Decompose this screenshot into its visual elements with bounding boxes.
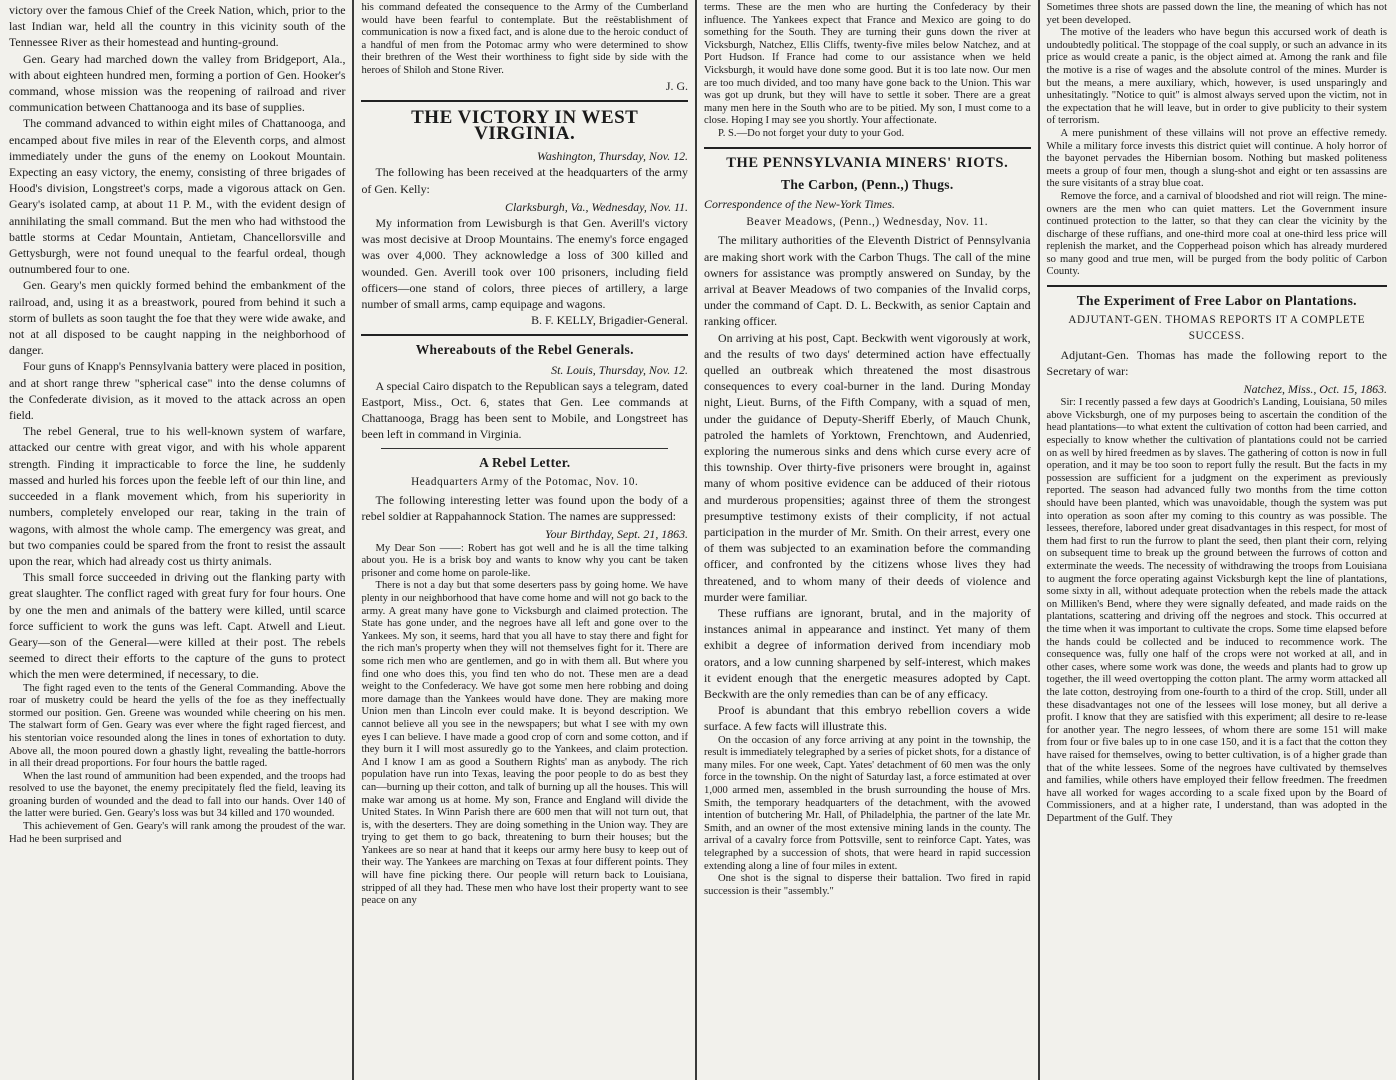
paragraph: There is not a day but that some deserters pass by going home. We have plenty in our neighborhood that have come home and will not go back to the army. A great many have gone to Vicksburgh and claimed protection. The State has gone under, and the negroes have all left and gone over to the Yankees. My son, it seems, hard that you all have to stay there and fight for the rich man's property when they will not themselves fight for it. There are some rich men who are gentlemen, and go in with them all. But where you find one who does this, you find ten who do not. These men are a dead weight to the Confederacy. We have got some men here robbing and doing more damage than the Yankees would have done. They are making more Union men than Lincoln ever could make. It is beyond description. We cannot believe all you see in the newspapers; but what I see with my own eyes I can believe. I have made a good crop of corn and some cotton, and if they burn it I will most assuredly go to the Yankees, and claim protection. And I know I am as good a Southern Rights' man as anybody. The rich population have run into Texas, leaving the poor people to do as best they can—burning up their cotton, and talk of burning up all the houses. This will make war among us at home. My son, France and England will divide the United States. In Winn Parish there are 600 men that will not turn out, that is, with the deserters. They are doing something in the Union way. They are trying to get them to go back, threatening to burn their houses; but the Yankees are so near at hand that it keeps our army here busy to keep out of their way. The Yankees are marching on Texas at four different points. They will have fine picking there. Our people will return back to Louisiana, stripped of all they had. These men who have lost their property want to see peace on any <box>361 580 689 907</box>
paragraph: Proof is abundant that this embryo rebellion covers a wide surface. A few facts will illustrate this. <box>704 703 1031 734</box>
paragraph: A special Cairo dispatch to the Republican says a telegram, dated Eastport, Miss., Oct. 6, states that Gen. Lee commands at Chattanooga, Bragg has been sent to Mobile, and Longstreet has been left in command in Virginia. <box>361 378 689 442</box>
dateline: Beaver Meadows, (Penn.,) Wednesday, Nov. 11. <box>746 216 989 229</box>
paragraph: My Dear Son ——: Robert has got well and he is all the time talking about you. He is a brisk boy and wants to know why you cant be taken prisoner and come home on parole-like. <box>361 542 689 579</box>
article-subheadline: The Carbon, (Penn.,) Thugs. <box>781 176 954 192</box>
article-headline: THE VICTORY IN WEST VIRGINIA. <box>411 106 639 144</box>
paragraph: Sir: I recently passed a few days at Goodrich's Landing, Louisiana, 50 miles above Vicksburgh, one of my purposes being to ascertain the condition of the head plantations—to what extent the cultivation of cotton had been carried, and especially to know whether the cultivation of plantations could not be carried on as well by hired freedmen as by slaves. The gathering of cotton is now in full operation, and it may be too soon to report fully the result. But the facts in my possession are sufficient for a judgment on the experiment as previously reported. The season had advanced fully two months from the time cotton should have been planted, which was unavoidable, though the system was put into operation as soon after my coming to this country as was possible. The lessees, therefore, labored under great disadvantages in this respect, for most of them had first to run the furrow to plant the seed, then plant their corn, relying on subsequent time to break up the ground between the furrows of cotton and exterminate the weeds. The necessity of withdrawing the troops from Louisiana to augment the force operating against Vicksburgh kept the line of plantations, some sixty in all, without adequate protection when the rebels made the attack on Milliken's Bend, where they were signally defeated, and made raids on the plantations, scattering and driving off the negroes and stock. This occurred at the time when it was important to cultivate the crops. Some time elapsed before the hands could be collected and be induced to recommence work. The consequence was, fully one half of the crops were not worked at all, and in other cases, where some work was done, the weeds and plants had to grow up together, the ill weed overtopping the cotton plant. The army worm attacked all the late cotton, destroying from one-fourth to a third of the crop. Still, under all these disadvantages not one of the lessees will lose money, but all derive a profit. I know that they are satisfied with this experiment; all desire to re-lease for another year. The negro lessees, of whom there are some 151 will make from four or five bales up to in one case 150, and it is a fact that the cotton they have raised for themselves, owing to better cultivation, is of a higher grade than that of the white lessees. Some of the negroes have cultivated by themselves and families, while others have employed their fellow freedmen. The freedmen have all worked for wages according to a scale fixed upon by the Board of Commissioners, and at a higher rate, I understand, than was adopted in the Department of the Gulf. They <box>1046 397 1388 824</box>
paragraph: Remove the force, and a carnival of bloodshed and riot will reign. The mine-owners are the men who can quiet matters. Let the Government insure continued protection to the latter, so that they can clear the vicinity by the discharge of these ruffians, and one-third more coal at one-third less price will replenish the market, and the Copperhead poison which has already murdered so many good and true men, will be purged from the body politic of Carbon County. <box>1046 190 1388 278</box>
paragraph: his command defeated the consequence to the Army of the Cumberland would have been fearful to contemplate. But the reëstablishment of communication is now a fixed fact, and is alone due to the heroic conduct of a handful of men from the Potomac army who were determined to show their brethren of the West their worthiness to fight side by side with the heroes of Shiloh and Stone River. <box>361 2 689 76</box>
paragraph: On arriving at his post, Capt. Beckwith went vigorously at work, and the results of two days' determined action have effectually quelled an outbreak which threatened the most disastrous consequences to every coal-burner in the land. During Monday night, Lieut. Burns, of the Fifth Company, with a squad of men, under the guidance of Deputy-Sheriff Eberly, of Mauch Chunk, patroled the hamlets of Yorktown, Frenchtown, and Audenried, exploring the numerous sinks and dens which curse every acre of this township. Over thirty-five prisoners were brought in, against many of whom positive evidence can be adduced of their riotous and murderous propensities; against three of them the strongest presumptive testimony exists of their complicity, if not actual participation in the murder of Mr. Smith. On their arrest, every one of them was subjected to an examination before the commanding officer, and confronted by the citizens whose lives they had threatened, and to whom many of their deeds of violence and murder were familiar. <box>704 330 1031 604</box>
paragraph: The motive of the leaders who have begun this accursed work of death is undoubtedly political. The stoppage of the coal supply, or such an advance in its price as would create a panic, is the object aimed at. Among the rank and file the motive is a rise of wages and the absolute control of the mines. Murder is but the means, a mere auxiliary, which, however, is used unsparingly and unhesitatingly. "Notice to quit" is almost always served upon the victim, not in the expectation that he will leave, but in order to give publicity to their system of terrorism. <box>1046 27 1388 127</box>
divider <box>361 334 688 336</box>
paragraph: One shot is the signal to disperse their battalion. Two fired in rapid succession is their "assembly." <box>704 873 1031 897</box>
paragraph: These ruffians are ignorant, brutal, and in the majority of instances animal in appearance and instinct. Yet many of them exhibit a degree of information derived from incendiary mob orators, and a low cunning sharpened by self-interest, which makes it evident enough that the energetic measures adopted by Capt. Beckwith are the only remedies than can be of any efficacy. <box>704 606 1031 702</box>
article-headline: The Experiment of Free Labor on Plantations. <box>1076 293 1357 309</box>
paragraph: This small force succeeded in driving out the flanking party with great slaughter. The conflict raged with great fury for four hours. One by one the men and animals of the battery were killed, until scarce force sufficient to work the guns was left. Capt. Atwell and Lieut. Geary—son of the General—were killed at their post. The rebels seemed to direct their efforts to the capture of the guns to protect which the men were determined, if necessary, to die. <box>9 570 346 682</box>
article-headline: A Rebel Letter. <box>479 454 571 470</box>
article-headline: Whereabouts of the Rebel Generals. <box>415 342 634 358</box>
paragraph: My information from Lewisburgh is that Gen. Averill's victory was most decisive at Droop Mountains. The enemy's force engaged was over 4,000. They acknowledge a loss of 300 killed and wounded. Gen. Averill took over 100 prisoners, including field officers—one stand of colors, three pieces of artillery, a large number of small arms, camp equipage and wagons. <box>361 215 689 311</box>
divider <box>704 147 1031 149</box>
paragraph: victory over the famous Chief of the Creek Nation, which, prior to the last Indian war, held all the country in this vicinity south of the Tennessee River as their homestead and hunting-ground. <box>9 3 346 50</box>
column-4 <box>1040 0 1394 1080</box>
correspondence-line: Correspondence of the New-York Times. <box>704 196 896 211</box>
dateline: Your Birthday, Sept. 21, 1863. <box>545 527 689 542</box>
signature: J. G. <box>665 78 689 93</box>
paragraph: The fight raged even to the tents of the General Commanding. Above the roar of musketry could be heard the yells of the foe as they ineffectually stormed our position. Gen. Greene was wounded while cheering on his men. The stalwart form of Gen. Geary was ever where the fight raged fiercest, and his stentorian voice resounded along the lines in tones of exhortation to duty. Above all, the moon poured down a ghastly light, revealing the battle-horrors in all their dread proportions. For four hours the battle raged. <box>9 682 346 770</box>
paragraph: On the occasion of any force arriving at any point in the township, the result is immediately telegraphed by a series of picket shots, for a distance of many miles. For one week, Capt. Yates' detachment of 60 men was the only force in the township. On the night of Saturday last, a force estimated at over 1,000 armed men, assembled in the brush surrounding the house of Mrs. Smith, the temporary headquarters of the detachment, with the avowed intention of butchering Mr. Hall, of Philadelphia, the partner of the late Mr. Smith, and an owner of the most extensive mining lands in the county. The arrival of a cavalry force from Pottsville, sent to reinforce Capt. Yates, was telegraphed by a succession of shots, that were heard in rapid succession extending along a line of four miles in extent. <box>704 734 1031 872</box>
signature: B. F. KELLY, Brigadier-General. <box>531 313 689 328</box>
paragraph: When the last round of ammunition had been expended, and the troops had resolved to use the bayonet, the enemy precipitately fled the field, leaving its groaning burden of wounded and the dead to fall into our hands. Over 140 of the latter were buried. Gen. Geary's loss was but 34 killed and 170 wounded. <box>9 770 346 820</box>
paragraph: A mere punishment of these villains will not prove an effective remedy. While a military force invests this district quiet will continue. A holy horror of the bayonet pervades the Hibernian bosom. Nothing but masked politeness meets a group of four men, though a slung-shot and eight or ten assassins are the sure visitants of a stray blue coat. <box>1046 127 1388 190</box>
paragraph: The rebel General, true to his well-known system of warfare, attacked our centre with great vigor, and with his whole apparent strength. Finding it impracticable to force the line, he suddenly massed and hurled his forces upon the feeble left of our thin line, and succeeded in a flank movement which, from his superiority in numbers, completely enveloped our rear, taking in the train of wagons, with almost the whole camp. The emergency was great, and but two companies could be spared from the front to resist the assault upon the rear, which had already cost us thirty animals. <box>9 424 346 568</box>
paragraph: The following has been received at the headquarters of the army of Gen. Kelly: <box>361 165 689 196</box>
paragraph: Sometimes three shots are passed down the line, the meaning of which has not yet been developed. <box>1046 2 1388 26</box>
dateline: Clarksburgh, Va., Wednesday, Nov. 11. <box>505 199 689 214</box>
column-1 <box>2 0 352 1080</box>
column-3 <box>697 0 1038 1080</box>
divider <box>361 100 688 102</box>
article-subheadline: ADJUTANT-GEN. THOMAS REPORTS IT A COMPLETE SUCCESS. <box>1068 314 1366 343</box>
paragraph: Adjutant-Gen. Thomas has made the following report to the Secretary of war: <box>1046 347 1388 378</box>
article-headline: THE PENNSYLVANIA MINERS' RIOTS. <box>726 154 1009 171</box>
divider <box>1047 285 1387 287</box>
dateline: St. Louis, Thursday, Nov. 12. <box>551 362 689 377</box>
paragraph: The command advanced to within eight miles of Chattanooga, and encamped about five miles in rear of the Eleventh corps, and almost immediately under the guns of the enemy on Lookout Mountain. Expecting an easy victory, the enemy, consisting of three brigades of Hood's division, Longstreet's corps, made a vigorous attack on Gen. Geary's isolated camp, at about 11 P. M., with the evident design of annihilating the small command. But the men who had withstood the battle storms at Cedar Mountain, Antietam, Chancellorsville and Gettysburgh, were not found unequal to the fearful ordeal, though outnumbered four to one. <box>9 116 346 277</box>
column-2 <box>354 0 695 1080</box>
dateline: Washington, Thursday, Nov. 12. <box>537 149 689 164</box>
paragraph: Gen. Geary had marched down the valley from Bridgeport, Ala., with about eighteen hundred men, forming a portion of Gen. Hooker's command, whose mission was the reopening of railroad and river communication between Chattanooga and its base of supplies. <box>9 51 346 115</box>
divider <box>381 448 668 449</box>
dateline: Headquarters Army of the Potomac, Nov. 10. <box>411 475 639 488</box>
paragraph: Gen. Geary's men quickly formed behind the embankment of the railroad, and, using it as a breastwork, poured from behind it such a storm of bullets as soon taught the foe that they were wide awake, and not at all disposed to be caught napping in the neighborhood of danger. <box>9 278 346 358</box>
paragraph: The military authorities of the Eleventh District of Pennsylvania are making short work with the Carbon Thugs. The call of the mine owners for assistance was promptly answered on Sunday, by the arrival at Beaver Meadows of two companies of the Invalid corps, under the command of Capt. D. L. Beckwith, as senior Captain and ranking officer. <box>704 233 1031 329</box>
paragraph: The following interesting letter was found upon the body of a rebel soldier at Rappahannock Station. The names are suppressed: <box>361 493 689 524</box>
dateline: Natchez, Miss., Oct. 15, 1863. <box>1243 382 1388 397</box>
postscript: P. S.—Do not forget your duty to your God. <box>718 127 905 139</box>
paragraph: terms. These are the men who are hurting the Confederacy by their influence. The Yankees expect that France and Mexico are going to do something for the South. They are turning their guns down the river at Vicksburgh, Natchez, Ellis Cliffs, twenty-five miles below Natchez, and at Port Hudson. If France had come to our assistance when we held Vicksburgh, it would have done some good. But it is too late now. Our men are too much divided, and too many have gone back to the Union. This war was got up drunk, but they will have to settle it sober. There are a great many men here in the South who are to be pitied. My son, I must come to a close. Hoping I may see you shortly. Your affectionate. <box>704 2 1031 127</box>
paragraph: Four guns of Knapp's Pennsylvania battery were placed in position, and at short range threw "spherical case" into the dense columns of the Confederate division, as it moved to the attack across an open field. <box>9 359 346 423</box>
paragraph: This achievement of Gen. Geary's will rank among the proudest of the war. Had he been surprised and <box>9 821 346 845</box>
